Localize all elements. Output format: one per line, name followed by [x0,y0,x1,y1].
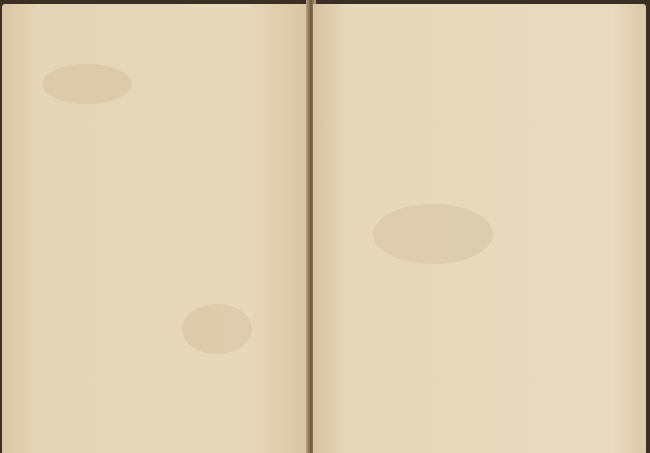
left-page [2,4,310,453]
right-page [313,4,646,453]
paper-stain [42,64,132,104]
paper-stain [373,204,493,264]
paper-stain [182,304,252,354]
